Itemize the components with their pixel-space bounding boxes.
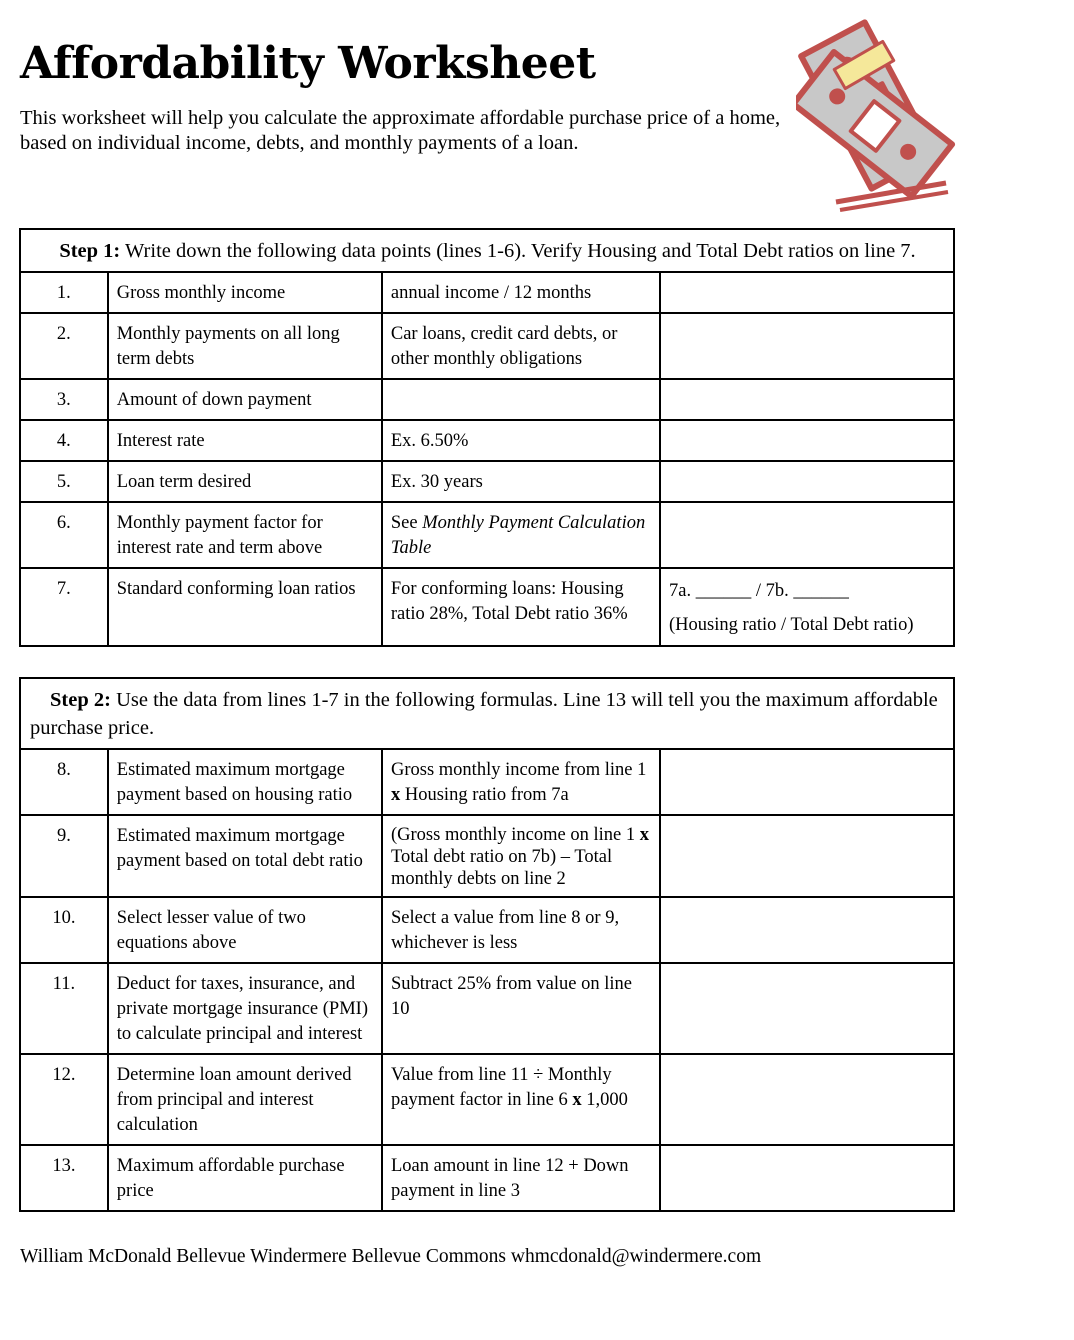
line-instruction: See Monthly Payment Calculation Table	[382, 502, 660, 568]
table-row	[20, 313, 954, 379]
answer-cell[interactable]	[660, 1145, 954, 1211]
answer-cell[interactable]	[660, 272, 954, 313]
line-description: Amount of down payment	[108, 379, 382, 420]
table-row	[20, 1145, 954, 1211]
intro-text: This worksheet will help you calculate the approximate affordable purchase price of a home, based on individual income, debts, and monthly payments of a loan.	[20, 107, 781, 154]
table-reference: Monthly Payment Calculation Table	[390, 513, 646, 558]
line-number: 8.	[20, 749, 108, 815]
answer-cell[interactable]	[660, 461, 954, 502]
line-number: 1.	[20, 272, 108, 313]
line-number: 13.	[20, 1145, 108, 1211]
line-formula: Select a value from line 8 or 9, whichever is less	[382, 897, 660, 963]
line-description: Monthly payment factor for interest rate and term above	[108, 502, 382, 568]
line-description: Select lesser value of two equations above	[108, 897, 382, 963]
answer-cell[interactable]	[660, 749, 954, 815]
line-instruction: For conforming loans: Housing ratio 28%, Total Debt ratio 36%	[382, 568, 660, 646]
table-row	[20, 815, 954, 897]
line-number: 11.	[20, 963, 108, 1054]
step1-heading: Step 1: Write down the following data points (lines 1-6). Verify Housing and Total Debt ratios on line 7.	[20, 229, 954, 272]
table-row	[20, 963, 954, 1054]
line-number: 2.	[20, 313, 108, 379]
line-number: 5.	[20, 461, 108, 502]
line-instruction: annual income / 12 months	[382, 272, 660, 313]
line-instruction: Car loans, credit card debts, or other monthly obligations	[382, 313, 660, 379]
line-description: Gross monthly income	[108, 272, 382, 313]
line-number: 3.	[20, 379, 108, 420]
line-number: 7.	[20, 568, 108, 646]
table-row	[20, 272, 954, 313]
answer-cell[interactable]	[660, 1054, 954, 1145]
ratio-caption: (Housing ratio / Total Debt ratio)	[669, 615, 914, 635]
line-description: Monthly payments on all long term debts	[108, 313, 382, 379]
table-row	[20, 461, 954, 502]
line-instruction	[382, 379, 660, 420]
line-description: Maximum affordable purchase price	[108, 1145, 382, 1211]
table-row	[20, 420, 954, 461]
answer-cell[interactable]	[660, 313, 954, 379]
line-description: Interest rate	[108, 420, 382, 461]
line-number: 4.	[20, 420, 108, 461]
line-formula: (Gross monthly income on line 1 x Total debt ratio on 7b) – Total monthly debts on line 2	[382, 815, 660, 897]
line-number: 9.	[20, 815, 108, 897]
line-formula: Value from line 11 ÷ Monthly payment factor in line 6 x 1,000	[382, 1054, 660, 1145]
table-row	[20, 502, 954, 568]
line-description: Estimated maximum mortgage payment based on total debt ratio	[108, 815, 382, 897]
step2-heading: Step 2: Use the data from lines 1-7 in the following formulas. Line 13 will tell you the maximum affordable purchase price.	[20, 678, 954, 749]
line-number: 6.	[20, 502, 108, 568]
footer-contact: William McDonald Bellevue Windermere Bellevue Commons whmcdonald@windermere.com	[20, 1246, 762, 1267]
step2-table	[19, 677, 955, 1212]
page-title: Affordability Worksheet	[20, 38, 596, 89]
line-formula: Gross monthly income from line 1 x Housing ratio from 7a	[382, 749, 660, 815]
line-description: Deduct for taxes, insurance, and private mortgage insurance (PMI) to calculate principal and interest	[108, 963, 382, 1054]
line-number: 12.	[20, 1054, 108, 1145]
line-description: Standard conforming loan ratios	[108, 568, 382, 646]
line-formula: Subtract 25% from value on line 10	[382, 963, 660, 1054]
money-stack-icon	[796, 18, 956, 214]
table-row	[20, 1054, 954, 1145]
line-description: Determine loan amount derived from principal and interest calculation	[108, 1054, 382, 1145]
answer-cell[interactable]	[660, 379, 954, 420]
step1-table	[19, 228, 955, 647]
line-instruction: Ex. 30 years	[382, 461, 660, 502]
table-row	[20, 568, 954, 646]
answer-cell[interactable]	[660, 420, 954, 461]
table-row	[20, 749, 954, 815]
answer-cell[interactable]	[660, 502, 954, 568]
answer-cell[interactable]	[660, 963, 954, 1054]
answer-cell[interactable]	[660, 897, 954, 963]
table-row	[20, 897, 954, 963]
line-instruction: Ex. 6.50%	[382, 420, 660, 461]
ratio-blanks[interactable]: 7a. ______ / 7b. ______	[669, 581, 849, 601]
line-number: 10.	[20, 897, 108, 963]
table-row	[20, 379, 954, 420]
answer-cell[interactable]	[660, 815, 954, 897]
ratio-answer-cell[interactable]	[660, 568, 954, 646]
line-description: Loan term desired	[108, 461, 382, 502]
line-description: Estimated maximum mortgage payment based on housing ratio	[108, 749, 382, 815]
line-formula: Loan amount in line 12 + Down payment in line 3	[382, 1145, 660, 1211]
